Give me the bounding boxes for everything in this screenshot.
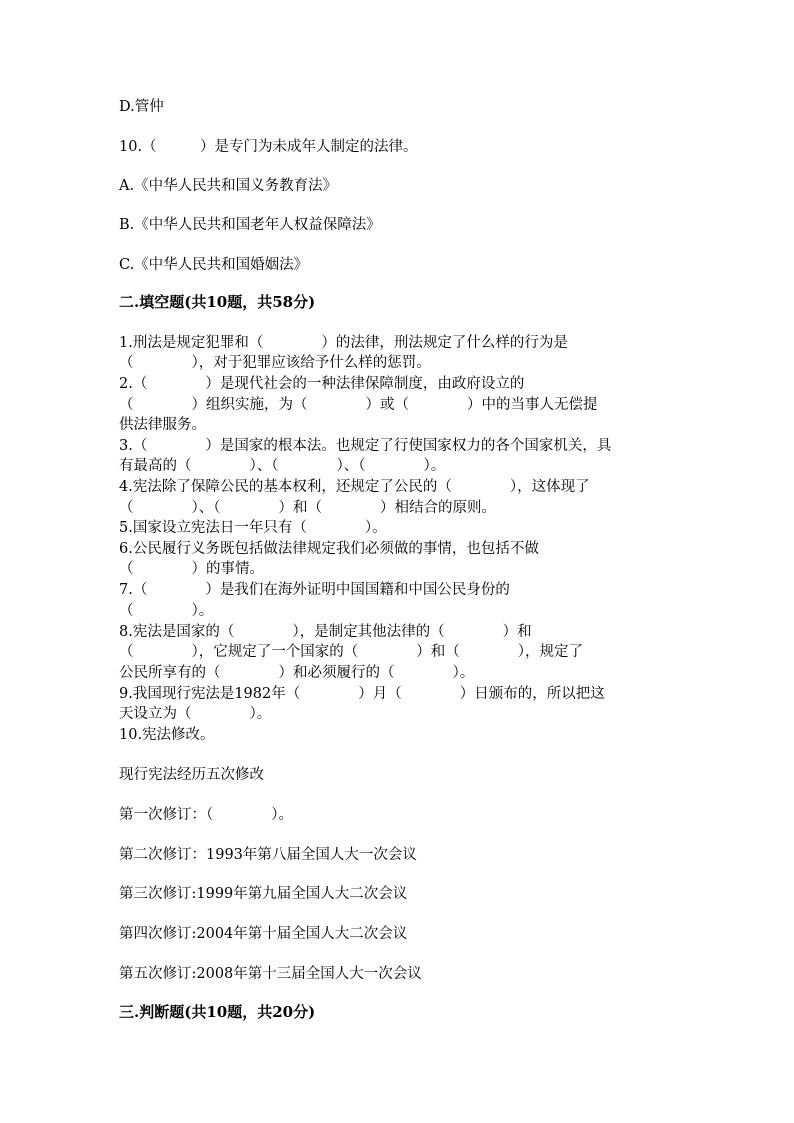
fill-line-19: 天设立为（ ）。 (119, 706, 272, 722)
q10-stem: 10.（ ）是专门为未成年人制定的法律。 (119, 139, 418, 155)
amendment-4: 第四次修订:2004年第十届全国人大二次会议 (119, 926, 408, 942)
q9-option-d: D.管仲 (119, 99, 164, 115)
fill-line-2: （ ），对于犯罪应该给予什么样的惩罚。 (119, 355, 431, 371)
section3-title: 三.判断题(共10题，共20分) (119, 1003, 316, 1021)
fill-line-17: 公民所享有的（ ）和必须履行的（ ）。 (119, 665, 475, 681)
amendment-2: 第二次修订：1993年第八届全国人大一次会议 (119, 847, 417, 863)
fill-line-9: （ ）、（ ）和（ ）相结合的原则。 (119, 500, 496, 516)
fill-line-5: 供法律服务。 (119, 417, 206, 433)
fill-line-3: 2.（ ）是现代社会的一种法律保障制度，由政府设立的 (119, 376, 525, 392)
fill-line-16: （ ），它规定了一个国家的（ ）和（ ），规定了 (119, 644, 583, 660)
fill-line-20: 10.宪法修改。 (119, 727, 215, 743)
amendment-3: 第三次修订:1999年第九届全国人大二次会议 (119, 886, 408, 902)
fill-line-4: （ ）组织实施，为（ ）或（ ）中的当事人无偿提 (119, 397, 598, 413)
fill-line-1: 1.刑法是规定犯罪和（ ）的法律，刑法规定了什么样的行为是 (119, 335, 568, 351)
amendment-1: 第一次修订：（ ）。 (119, 807, 293, 823)
fill-line-18: 9.我国现行宪法是1982年（ ）月（ ）日颁布的，所以把这 (119, 686, 605, 702)
amendment-intro: 现行宪法经历五次修改 (119, 767, 264, 783)
fill-line-14: （ ）。 (119, 603, 214, 619)
q10-option-a: A.《中华人民共和国义务教育法》 (119, 178, 338, 194)
fill-line-8: 4.宪法除了保障公民的基本权利，还规定了公民的（ ），这体现了 (119, 479, 590, 495)
fill-line-6: 3.（ ）是国家的根本法。也规定了行使国家权力的各个国家机关，具 (119, 438, 612, 454)
q10-option-c: C.《中华人民共和国婚姻法》 (119, 257, 309, 273)
fill-line-10: 5.国家设立宪法日一年只有（ ）。 (119, 520, 387, 536)
section2-title: 二.填空题(共10题，共58分) (119, 293, 316, 311)
q10-option-b: B.《中华人民共和国老年人权益保障法》 (119, 217, 381, 233)
fill-line-13: 7.（ ）是我们在海外证明中国国籍和中国公民身份的 (119, 582, 510, 598)
fill-line-11: 6.公民履行义务既包括做法律规定我们必须做的事情，也包括不做 (119, 541, 539, 557)
fill-line-7: 有最高的（ ）、（ ）、（ ）。 (119, 458, 446, 474)
fill-line-15: 8.宪法是国家的（ ），是制定其他法律的（ ）和 (119, 624, 532, 640)
amendment-5: 第五次修订:2008年第十三届全国人大一次会议 (119, 966, 422, 982)
fill-line-12: （ ）的事情。 (119, 561, 264, 577)
